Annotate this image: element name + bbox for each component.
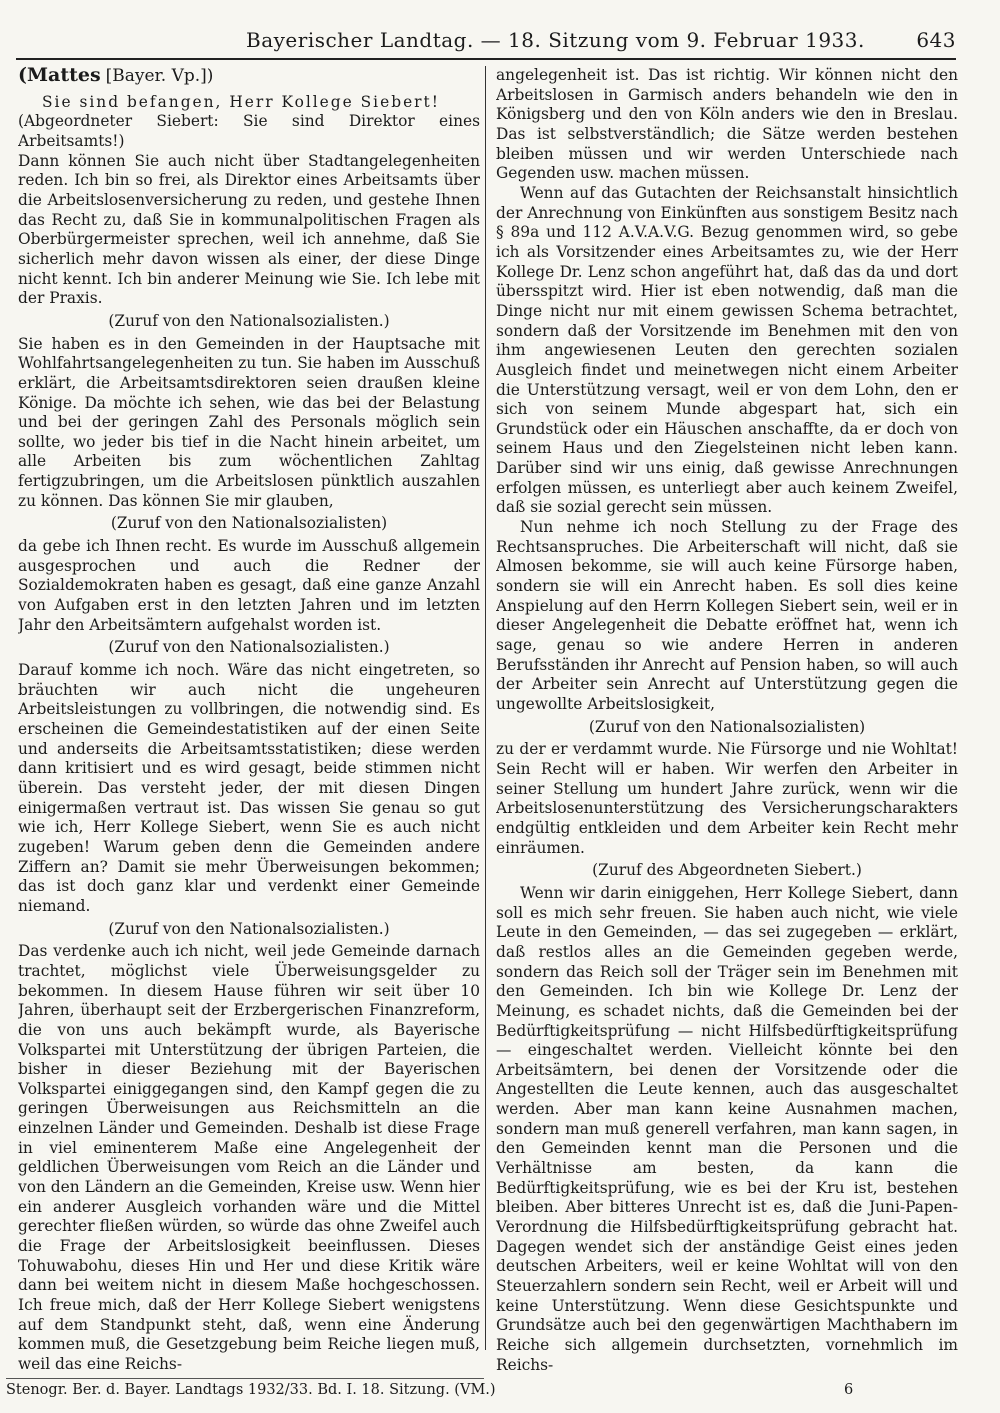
- paragraph: zu der er verdammt wurde. Nie Fürsorge und nie Wohltat! Sein Recht will er haben. Wir werfen den Arbeiter in seiner Stellung um hundert Jahre zurück, wenn wir die Arbeitslosenunterstützung des Versicherungscharakters endgültig entkleiden und dem Arbeiter kein Recht mehr einräumen.: [496, 740, 958, 857]
- signature-mark: 6: [844, 1382, 854, 1398]
- paragraph: Sie haben es in den Gemeinden in der Hauptsache mit Wohlfahrtsangelegenheiten zu tun. Sie haben im Ausschuß erklärt, die Arbeitsamtsdirektoren seien draußen kleine Könige. Da möchte ich sehen, wie das bei der Belastung und bei der geringen Zahl des Personals möglich sein sollte, wo jeder bis tief in die Nacht hinein arbeitet, um alle Arbeiten bis zum wöchentlichen Zahltag fertigzubringen, um die Arbeitslosen pünktlich auszahlen zu können. Das können Sie mir glauben,: [18, 334, 480, 510]
- interjection: (Zuruf von den Nationalsozialisten): [588, 717, 866, 736]
- paragraph: Wenn auf das Gutachten der Reichsanstalt hinsichtlich der Anrechnung von Einkünften aus sonstigem Besitz nach § 89a und 112 A.V.A.V.G. Bezug genommen wird, so gebe ich als Vorsitzender eines Arbeitsamtes zu, wie der Herr Kollege Dr. Lenz schon angeführt hat, daß das da und dort übersspitzt wird. Hier ist eben notwendig, daß man die Dinge nicht nur mit einem gewissen Schema betrachtet, sondern daß der Vorsitzende im Benehmen mit den von ihm angewiesenen Leuten den gerechten sozialen Ausgleich findet und meinetwegen nicht einem Arbeiter die Unterstützung versagt, weil er von dem Lohn, den er sich von seinem Munde abgespart hat, sich ein Grundstück oder ein Häuschen anschaffte, da er doch von seinem Haus und den Ziegelsteinen nicht leben kann. Darüber sind wir uns einig, daß gewisse Anrechnungen erfolgen müssen, es unterliegt aber auch keinem Zweifel, daß sie sozial gerecht sein müssen.: [496, 183, 958, 517]
- page-number: 643: [916, 28, 956, 52]
- paragraph: [18, 93, 480, 113]
- page-header: [16, 28, 956, 58]
- paragraph: Wenn wir darin einiggehen, Herr Kollege Siebert, dann soll es mich sehr freuen. Sie haben auch nicht, wie viele Leute in den Gemeinden, — das sei zugegeben — erklärt, daß restlos alles an die Gemeinden gegeben werde, sondern das Reich soll der Träger sein im Benehmen mit den Gemeinden. Ich bin wie Kollege Dr. Lenz der Meinung, es schadet nichts, daß die Gemeinden bei der Bedürftigkeitsprüfung — nicht Hilfsbedürftigkeitsprüfung — eingeschaltet werden. Vielleicht könnte bei den Arbeitsämtern, bei denen der Vorsitzende oder die Angestellten die Leute kennen, auch das ausgeschaltet werden. Aber man kann keine Ausnahmen machen, sondern man muß generell verfahren, man kann sagen, in den Gemeinden kennt man die Personen und die Verhältnisse am besten, da kann die Bedürftigkeitsprüfung, wie es bei der Kru ist, bestehen bleiben. Aber bitteres Unrecht ist es, daß die Juni-Papen-Verordnung die Hilfsbedürftigkeitsprüfung gebracht hat. Dagegen wendet sich der anständige Geist eines jeden deutschen Arbeiters, weil er keine Wohltat will von den Steuerzahlern sondern sein Recht, weil er Arbeit will und keine Unterstützung. Wenn diese Gesichtspunkte und Grundsätze auch bei den gegenwärtigen Machthabern im Reiche sich allgemein durchsetzten, vornehmlich im Reichs-: [496, 883, 958, 1374]
- header-rule: [16, 58, 956, 60]
- paragraph: Das verdenke auch ich nicht, weil jede Gemeinde darnach trachtet, möglichst viele Überweisungsgelder zu bekommen. In diesem Hause führen wir seit über 10 Jahren, überhaupt seit der Erzbergerischen Finanzreform, die von uns auch bekämpft wurde, als Bayerische Volkspartei mit Unterstützung der übrigen Parteien, die bisher in dieser Beziehung mit der Bayerischen Volkspartei einiggegangen sind, den Kampf gegen die zu geringen Überweisungen aus Reichsmitteln an die einzelnen Länder und Gemeinden. Deshalb ist diese Frage in viel eminenterem Maße eine Angelegenheit der geldlichen Überweisungen vom Reich an die Länder und von den Ländern an die Gemeinden, Kreise usw. Wenn hier ein anderer Ausgleich vorhanden wäre und die Mittel gerechter fließen würden, so würde das ohne Zweifel auch die Frage der Arbeitslosigkeit beeinflussen. Dieses Tohuwabohu, dieses Hin und Her und diese Kritik wäre dann bei weitem nicht in diesem Maße hochgeschossen. Ich freue mich, daß der Herr Kollege Siebert wenigstens auf dem Standpunkt steht, daß, wenn eine Änderung kommen muß, die Gesetzgebung beim Reiche liegen muß, weil das eine Reichs-: [18, 942, 480, 1373]
- right-column: [496, 66, 958, 1376]
- column-divider: [485, 66, 486, 1350]
- paragraph: Darauf komme ich noch. Wäre das nicht eingetreten, so bräuchten wir auch nicht die ungeheuren Arbeitsleistungen zu vollbringen, die notwendig sind. Es erscheinen die Gemeindestatistiken auf der einen Seite und anderseits die Arbeitsamtsstatistiken; diese werden dann kritisiert und es wird gesagt, beide stimmen nicht überein. Das versteht jeder, der mit diesen Dingen einigermaßen vertraut ist. Das wissen Sie genau so gut wie ich, Herr Kollege Siebert, wenn Sie es auch nicht zugeben! Warum geben denn die Gemeinden andere Ziffern an? Damit sie mehr Überweisungen bekommen; das ist doch ganz klar und verdenkt einer Gemeinde niemand.: [18, 661, 480, 915]
- left-column: [18, 66, 480, 1376]
- paragraph: Dann können Sie auch nicht über Stadtangelegenheiten reden. Ich bin so frei, als Direktor eines Arbeitsamts über die Arbeitslosenversicherung zu reden, und gestehe Ihnen das Recht zu, daß Sie in kommunalpolitischen Fragen als Oberbürgermeister sprechen, weil ich annehme, daß Sie sicherlich mehr davon wissen als einer, der diese Dinge nicht kennt. Ich bin anderer Meinung wie Sie. Ich lebe mit der Praxis.: [18, 151, 480, 308]
- paragraph: da gebe ich Ihnen recht. Es wurde im Ausschuß allgemein ausgesprochen und auch die Redner der Sozialdemokraten haben es gesagt, daß eine ganze Anzahl von Aufgaben erst in den letzten Jahren und im letzten Jahr den Arbeitsämtern aufgehalst worden ist.: [18, 537, 480, 634]
- interjection: (Zuruf von den Nationalsozialisten.): [108, 919, 390, 938]
- interjection: (Abgeordneter Siebert: Sie sind Direktor eines Arbeitsamts!): [18, 112, 480, 150]
- spaced-text: Sie sind befangen, Herr Kollege Siebert!: [42, 92, 440, 111]
- speaker-party: [Bayer. Vp.]): [105, 66, 214, 86]
- paragraph: angelegenheit ist. Das ist richtig. Wir können nicht den Arbeitslosen in Garmisch anders behandeln wie den in Königsberg und den von Köln anders wie den in Breslau. Das ist selbstverständlich; die Sätze werden bestehen bleiben müssen und wir werden Unterschiede nach Gegenden usw. machen müssen.: [496, 66, 958, 183]
- speaker-name: (Mattes: [18, 66, 101, 86]
- speaker-line: [18, 66, 480, 87]
- paragraph: Nun nehme ich noch Stellung zu der Frage des Rechtsanspruches. Die Arbeiterschaft will nicht, daß sie Almosen bekomme, sie will auch keine Fürsorge haben, sondern sie will ein Anrecht haben. Es soll dies keine Anspielung auf den Herrn Kollegen Siebert sein, weil er in dieser Angelegenheit die Debatte eröffnet hat, wenn ich sage, genau so wie andere Herren in anderen Berufsständen ihr Anrecht auf Pension haben, so will auch der Arbeiter sein Anrecht auf Unterstützung gegen die ungewollte Arbeitslosigkeit,: [496, 518, 958, 713]
- interjection: (Zuruf von den Nationalsozialisten.): [108, 311, 390, 330]
- page-footer: [6, 1382, 956, 1404]
- footer-reference: Stenogr. Ber. d. Bayer. Landtags 1932/33. Bd. I. 18. Sitzung. (VM.): [6, 1382, 496, 1398]
- footer-rule: [6, 1378, 484, 1379]
- interjection: (Zuruf des Abgeordneten Siebert.): [592, 861, 862, 880]
- running-title: Bayerischer Landtag. — 18. Sitzung vom 9. Februar 1933.: [246, 28, 865, 52]
- interjection: (Zuruf von den Nationalsozialisten.): [108, 638, 390, 657]
- interjection: (Zuruf von den Nationalsozialisten): [110, 514, 388, 533]
